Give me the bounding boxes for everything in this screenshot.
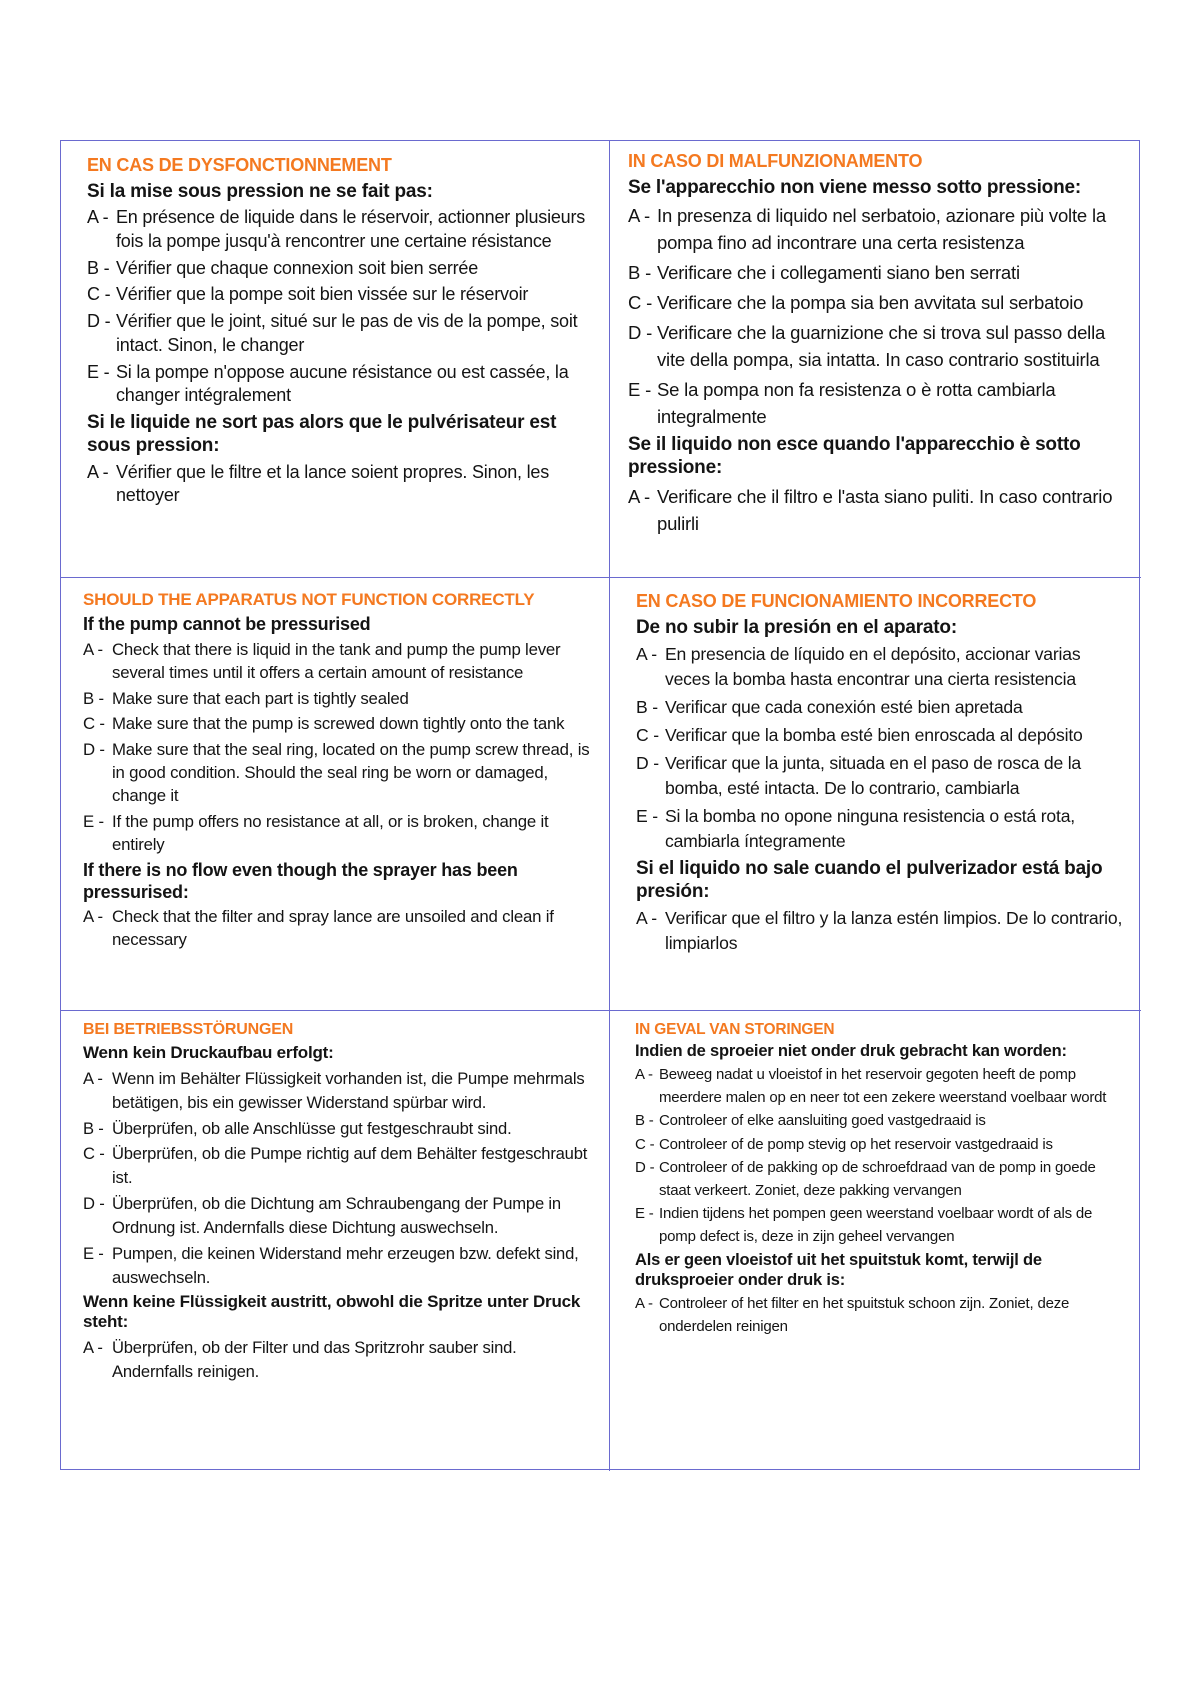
item-text: Make sure that each part is tightly sealed (112, 688, 409, 708)
item-text: Vérifier que le joint, situé sur le pas de vis de la pompe, soit intact. Sinon, le changer (116, 311, 578, 355)
item-letter: A - (87, 461, 109, 482)
section-de (61, 1011, 610, 1471)
list-item (628, 202, 1127, 256)
item-letter: B - (636, 697, 658, 718)
item-text: Vérifier que chaque connexion soit bien serrée (116, 257, 479, 278)
item-text: Verificar que la junta, situada en el paso de rosca de la bomba, esté intacta. De lo contrario, cambiarla (665, 753, 1082, 799)
item-text: Check that there is liquid in the tank and pump the pump lever several times until it offers a certain amount of resistance (112, 639, 561, 682)
section-en (61, 578, 610, 1011)
item-letter: A - (636, 908, 657, 929)
item-text: Verificar que la bomba esté bien enroscada al depósito (665, 725, 1083, 746)
section-heading: Si le liquide ne sort pas alors que le pulvérisateur est sous pression: (87, 412, 557, 457)
item-letter: A - (635, 1295, 653, 1313)
section-heading: Si la mise sous pression ne se fait pas: (87, 181, 433, 202)
list-item (87, 361, 591, 409)
item-text: Controleer of het filter en het spuitstuk schoon zijn. Zoniet, deze onderdelen reinigen (659, 1295, 1070, 1335)
item-letter: E - (635, 1205, 654, 1223)
list-item (628, 259, 1127, 286)
list-item (636, 695, 1127, 720)
item-text: Verificar que el filtro y la lanza estén limpios. De lo contrario, limpiarlos (665, 908, 1123, 954)
list-item (635, 1134, 1125, 1157)
list-item (636, 723, 1127, 748)
item-letter: C - (83, 714, 105, 734)
list-item (636, 642, 1127, 692)
section-title: IN CASO DI MALFUNZIONAMENTO (628, 151, 923, 171)
list-item (635, 1110, 1125, 1133)
list-item (83, 1192, 591, 1240)
item-text: Verificare che i collegamenti siano ben serrati (657, 262, 1020, 284)
item-letter: C - (628, 292, 653, 314)
section-nl (610, 1011, 1141, 1471)
list-item (83, 811, 591, 857)
item-text: Verificare che la guarnizione che si trova sul passo della vite della pompa, sia intatta. In caso contrario sostituirla (657, 322, 1106, 371)
item-letter: D - (635, 1159, 655, 1177)
item-letter: E - (83, 1243, 104, 1263)
section-heading: Wenn kein Druckaufbau erfolgt: (83, 1043, 334, 1062)
item-letter: E - (628, 379, 652, 401)
item-letter: D - (636, 753, 659, 774)
item-letter: A - (628, 485, 651, 507)
list-item (628, 483, 1127, 537)
section-heading: De no subir la presión en el aparato: (636, 617, 957, 638)
item-text: Verificare che la pompa sia ben avvitata sul serbatoio (657, 292, 1084, 314)
troubleshooting-table (60, 140, 1140, 1470)
section-title: SHOULD THE APPARATUS NOT FUNCTION CORRECTLY (83, 590, 535, 609)
list-item (635, 1064, 1125, 1109)
list-item (83, 1067, 591, 1115)
item-text: Si la pompe n'oppose aucune résistance ou est cassée, la changer intégralement (116, 361, 569, 406)
item-text: Indien tijdens het pompen geen weerstand voelbaar wordt of als de pomp defect is, deze in zijn geheel vervangen (659, 1205, 1093, 1245)
list-item (636, 804, 1127, 854)
section-title: IN GEVAL VAN STORINGEN (635, 1021, 835, 1038)
item-text: If the pump offers no resistance at all, or is broken, change it entirely (112, 811, 549, 854)
list-item (87, 461, 591, 509)
list-item (83, 1336, 591, 1384)
list-item (83, 713, 591, 736)
item-text: Make sure that the pump is screwed down tightly onto the tank (112, 714, 565, 734)
item-letter: D - (87, 311, 111, 332)
item-letter: D - (83, 1194, 105, 1214)
item-letter: E - (83, 811, 104, 831)
item-text: Verificare che il filtro e l'asta siano puliti. In caso contrario pulirli (657, 485, 1113, 534)
item-text: In presenza di liquido nel serbatoio, azionare più volte la pompa fino ad incontrare una certa resistenza (657, 205, 1106, 254)
item-letter: C - (636, 725, 659, 746)
list-item (83, 1242, 591, 1290)
item-letter: A - (87, 207, 109, 228)
item-text: En présence de liquide dans le réservoir, actionner plusieurs fois la pompe jusqu'à rencontrer une certaine résistance (116, 207, 586, 251)
item-letter: B - (87, 257, 110, 278)
list-item (636, 751, 1127, 801)
list-item (87, 257, 591, 281)
list-item (87, 283, 591, 307)
list-item (635, 1293, 1125, 1338)
section-es (610, 578, 1141, 1011)
item-letter: D - (83, 740, 105, 760)
item-text: Beweeg nadat u vloeistof in het reservoir gegoten heeft de pomp meerdere malen op en neer tot een zekere weerstand voelbaar wordt (659, 1066, 1107, 1106)
section-heading: Se il liquido non esce quando l'apparecchio è sotto pressione: (628, 434, 1081, 479)
item-text: Controleer of de pomp stevig op het reservoir vastgedraaid is (659, 1135, 1053, 1153)
list-item (628, 376, 1127, 430)
list-item (83, 639, 591, 685)
item-letter: A - (83, 1068, 103, 1088)
item-text: Vérifier que la pompe soit bien vissée sur le réservoir (116, 284, 529, 305)
item-letter: A - (83, 1338, 103, 1358)
item-text: Check that the filter and spray lance are unsoiled and clean if necessary (112, 907, 554, 950)
list-item (628, 289, 1127, 316)
section-heading: Se l'apparecchio non viene messo sotto pressione: (628, 177, 1081, 198)
item-text: Überprüfen, ob die Pumpe richtig auf dem Behälter festgeschraubt ist. (112, 1144, 588, 1188)
section-title: EN CASO DE FUNCIONAMIENTO INCORRECTO (636, 591, 1037, 611)
item-letter: A - (636, 644, 657, 665)
item-text: Controleer of elke aansluiting goed vastgedraaid is (659, 1112, 986, 1130)
list-item (635, 1203, 1125, 1248)
item-letter: C - (635, 1135, 655, 1153)
item-text: En presencia de líquido en el depósito, accionar varias veces la bomba hasta encontrar una cierta resistencia (665, 644, 1081, 690)
section-heading: If the pump cannot be pressurised (83, 614, 371, 634)
list-item (635, 1157, 1125, 1202)
list-item (636, 906, 1127, 956)
list-item (628, 319, 1127, 373)
item-letter: B - (83, 1118, 104, 1138)
item-text: Überprüfen, ob die Dichtung am Schraubengang der Pumpe in Ordnung ist. Andernfalls diese Dichtung auswechseln. (112, 1194, 561, 1238)
section-fr (61, 141, 610, 578)
item-text: Überprüfen, ob der Filter und das Spritzrohr sauber sind. Andernfalls reinigen. (112, 1338, 517, 1382)
item-letter: C - (87, 284, 111, 305)
item-letter: E - (636, 805, 658, 826)
item-text: Se la pompa non fa resistenza o è rotta cambiarla integralmente (657, 379, 1056, 428)
item-letter: A - (83, 907, 103, 927)
list-item (83, 906, 591, 952)
list-item (87, 206, 591, 254)
item-text: Pumpen, die keinen Widerstand mehr erzeugen bzw. defekt sind, auswechseln. (112, 1243, 579, 1287)
item-text: Verificar que cada conexión esté bien apretada (665, 697, 1023, 718)
item-letter: E - (87, 361, 110, 382)
item-letter: D - (628, 322, 653, 344)
item-letter: C - (83, 1144, 105, 1164)
item-letter: B - (628, 262, 652, 284)
section-heading: Als er geen vloeistof uit het spuitstuk komt, terwijl de druksproeier onder druk is: (635, 1251, 1042, 1290)
section-heading: Indien de sproeier niet onder druk gebracht kan worden: (635, 1042, 1067, 1060)
list-item (83, 688, 591, 711)
item-text: Si la bomba no opone ninguna resistencia o está rota, cambiarla íntegramente (665, 805, 1075, 851)
item-text: Wenn im Behälter Flüssigkeit vorhanden ist, die Pumpe mehrmals betätigen, bis ein gewisser Widerstand spürbar wird. (112, 1068, 585, 1112)
section-title: BEI BETRIEBSSTÖRUNGEN (83, 1021, 294, 1038)
item-letter: B - (635, 1112, 654, 1130)
section-heading: If there is no flow even though the sprayer has been pressurised: (83, 859, 518, 902)
item-text: Überprüfen, ob alle Anschlüsse gut festgeschraubt sind. (112, 1118, 512, 1138)
section-title: EN CAS DE DYSFONCTIONNEMENT (87, 155, 392, 175)
list-item (87, 310, 591, 358)
section-it (610, 141, 1141, 578)
item-letter: A - (83, 639, 103, 659)
section-heading: Wenn keine Flüssigkeit austritt, obwohl die Spritze unter Druck steht: (83, 1291, 581, 1332)
item-letter: A - (628, 205, 651, 227)
item-letter: B - (83, 688, 104, 708)
item-text: Make sure that the seal ring, located on the pump screw thread, is in good condition. Should the seal ring be worn or damaged, change it (112, 740, 590, 806)
item-letter: A - (635, 1066, 653, 1084)
section-heading: Si el liquido no sale cuando el pulverizador está bajo presión: (636, 857, 1103, 903)
list-item (83, 1142, 591, 1190)
item-text: Controleer of de pakking op de schroefdraad van de pomp in goede staat verkeert. Zoniet, deze pakking vervangen (659, 1159, 1096, 1199)
list-item (83, 1117, 591, 1141)
list-item (83, 739, 591, 808)
item-text: Vérifier que le filtre et la lance soient propres. Sinon, les nettoyer (116, 461, 550, 506)
